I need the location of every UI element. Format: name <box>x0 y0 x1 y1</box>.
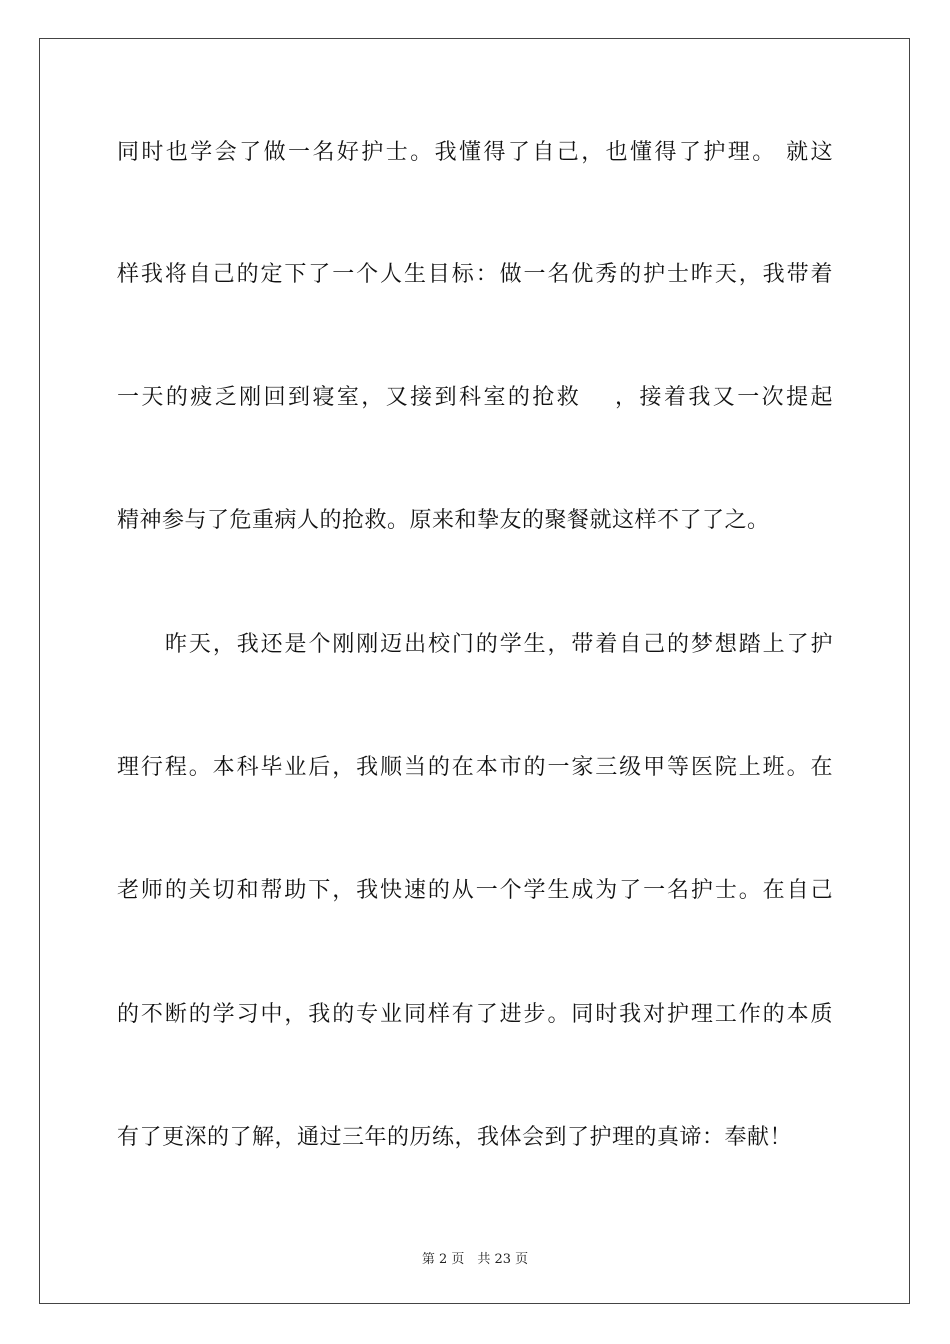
body-text-line-3: 一天的疲乏刚回到寝室，又接到科室的抢救 ，接着我又一次提起 <box>117 385 833 410</box>
body-text-line-4: 精神参与了危重病人的抢救。原来和挚友的聚餐就这样不了了之。 <box>117 508 770 533</box>
body-text-line-1: 同时也学会了做一名好护士。我懂得了自己，也懂得了护理。 就这 <box>117 140 833 165</box>
body-text-line-2: 样我将自己的定下了一个人生目标：做一名优秀的护士昨天，我带着 <box>117 262 833 287</box>
page-number: 第 2 页 共 23 页 <box>421 1252 529 1267</box>
body-text-line-7: 老师的关切和帮助下，我快速的从一个学生成为了一名护士。在自己 <box>117 878 833 903</box>
body-text-line-9: 有了更深的了解，通过三年的历练，我体会到了护理的真谛：奉献！ <box>117 1125 793 1150</box>
body-text-line-8: 的不断的学习中，我的专业同样有了进步。同时我对护理工作的本质 <box>117 1002 833 1027</box>
page-border <box>39 38 910 1304</box>
body-text-line-5: 昨天，我还是个刚刚迈出校门的学生，带着自己的梦想踏上了护 <box>165 632 833 657</box>
body-text-line-6: 理行程。本科毕业后，我顺当的在本市的一家三级甲等医院上班。在 <box>117 755 833 780</box>
